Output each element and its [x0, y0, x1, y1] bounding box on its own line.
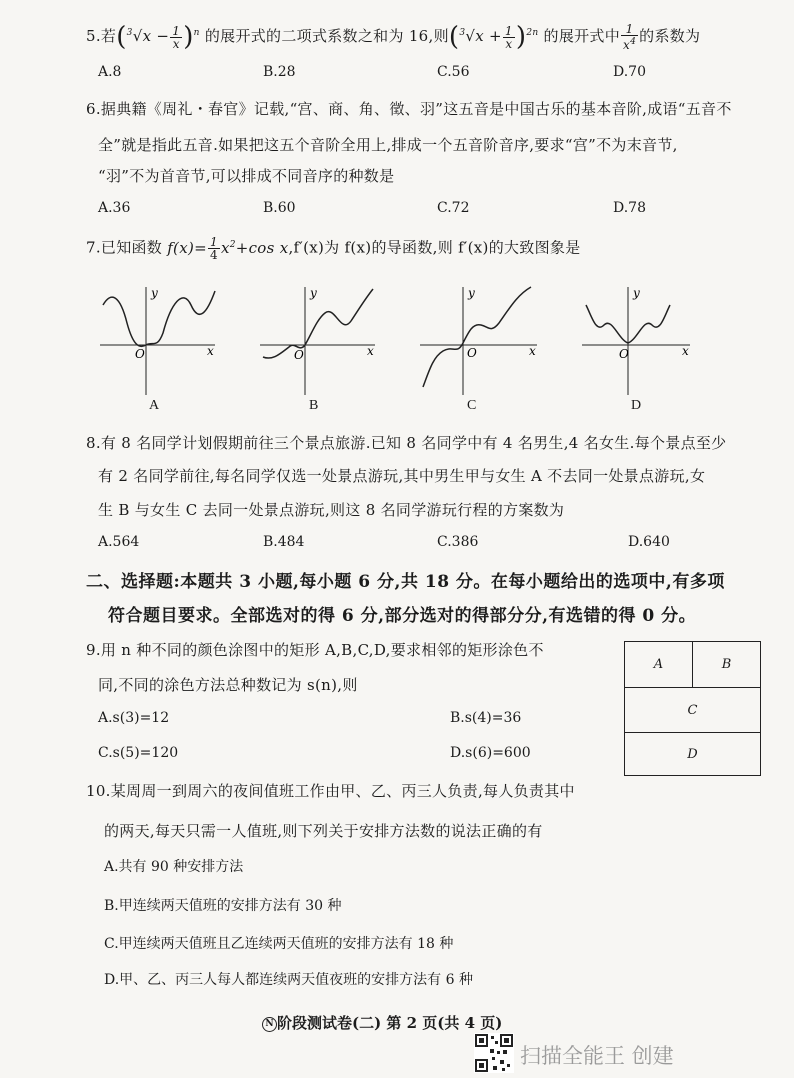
- q10-option-c: C.甲连续两天值班且乙连续两天值班的安排方法有 18 种: [104, 936, 454, 952]
- q7-graph-b: [255, 283, 380, 398]
- q6-option-a: A.36: [98, 200, 131, 216]
- q6-line-2: 全”就是指此五音.如果把这五个音阶全用上,排成一个五音阶音序,要求“宫”不为末音节,: [98, 136, 678, 154]
- q8-option-a: A.564: [98, 534, 140, 550]
- q9-option-b: B.s(4)=36: [450, 710, 522, 726]
- q9-option-d: D.s(6)=600: [450, 745, 531, 761]
- q8-line-3: 生 B 与女生 C 去同一处景点游玩,则这 8 名同学游玩行程的方案数为: [98, 501, 565, 519]
- q7-graph-b-x: x: [367, 344, 374, 358]
- q9-rect-a: A: [625, 642, 693, 688]
- q5-option-c: C.56: [437, 64, 470, 80]
- q5-tail: 的系数为: [639, 27, 701, 45]
- q10-line-2: 的两天,每天只需一人值班,则下列关于安排方法数的说法正确的有: [104, 822, 543, 840]
- section2-line-1: 二、选择题:本题共 3 小题,每小题 6 分,共 18 分。在每小题给出的选项中,有多项: [86, 572, 725, 592]
- q7-graph-d-x: x: [682, 344, 689, 358]
- q5-post: 的展开式中: [543, 27, 621, 45]
- watermark-text: 扫描全能王 创建: [520, 1044, 674, 1068]
- q5-option-b: B.28: [263, 64, 296, 80]
- q7-label-b: B: [309, 398, 319, 413]
- q8-option-d: D.640: [628, 534, 670, 550]
- q5-term: $\frac{1}{x^4}$: [623, 22, 637, 52]
- q5-option-d: D.70: [613, 64, 646, 80]
- q8-line-2: 有 2 名同学前往,每名同学仅选一处景点游玩,其中男生甲与女生 A 不去同一处景点游玩,女: [98, 467, 706, 485]
- q6-line-1: 6.据典籍《周礼・春官》记载,“宫、商、角、徵、羽”这五音是中国古乐的基本音阶,成语“五音不: [86, 100, 732, 118]
- q5-mid: 的展开式的二项式系数之和为 16,则: [204, 27, 449, 45]
- q5-expr1: ($^3$√x − $\frac{1}{x}$ )$^n$: [116, 22, 200, 52]
- q7-label-a: A: [149, 398, 160, 413]
- q9-rect-c: C: [625, 688, 760, 733]
- q8-line-1: 8.有 8 名同学计划假期前往三个景点旅游.已知 8 名同学中有 4 名男生,4 名女生.每个景点至少: [86, 434, 727, 452]
- q7-label-d: D: [631, 398, 642, 413]
- section2-line-2: 符合题目要求。全部选对的得 6 分,部分选对的得部分分,有选错的得 0 分。: [108, 606, 697, 626]
- q6-option-b: B.60: [263, 200, 296, 216]
- q9-line-1: 9.用 n 种不同的颜色涂图中的矩形 A,B,C,D,要求相邻的矩形涂色不: [86, 641, 544, 659]
- q5-stem: [86, 22, 700, 52]
- q9-option-a: A.s(3)=12: [98, 710, 170, 726]
- q7-graph-c: [415, 283, 540, 398]
- q10-option-a: A.共有 90 种安排方法: [104, 859, 244, 875]
- q7-stem: [86, 236, 581, 261]
- q9-rectangle-figure: [624, 641, 761, 776]
- q7-graph-b-origin: O: [294, 348, 304, 362]
- q5-option-a: A.8: [98, 64, 122, 80]
- q7-graph-c-x: x: [529, 344, 536, 358]
- q6-option-c: C.72: [437, 200, 470, 216]
- q9-rect-b: B: [693, 642, 760, 688]
- q7-graph-c-origin: O: [467, 346, 477, 360]
- q7-pre: 7.已知函数: [86, 238, 163, 257]
- q7-graph-a-origin: O: [135, 347, 145, 361]
- q7-mid: ,f′(x)为 f(x)的导函数,则 f′(x)的大致图象是: [288, 238, 581, 257]
- q7-function: f(x)= $\frac{1}{4}$ $x^2+\cos$ x: [167, 235, 289, 262]
- q10-line-1: 10.某周周一到周六的夜间值班工作由甲、乙、丙三人负责,每人负责其中: [86, 782, 575, 800]
- qr-code-icon: [474, 1033, 514, 1073]
- q8-option-c: C.386: [437, 534, 479, 550]
- q6-line-3: “羽”不为首音节,可以排成不同音序的种数是: [98, 167, 395, 185]
- q9-line-2: 同,不同的涂色方法总种数记为 s(n),则: [98, 676, 358, 694]
- q5-pre: 5.若: [86, 27, 117, 45]
- q9-rect-d: D: [687, 746, 698, 762]
- q7-label-c: C: [467, 398, 477, 413]
- footer-badge: N: [262, 1017, 277, 1032]
- q8-option-b: B.484: [263, 534, 305, 550]
- q7-graph-a-y: y: [151, 286, 158, 300]
- page-footer: [262, 1012, 502, 1033]
- q6-option-d: D.78: [613, 200, 646, 216]
- q5-expr2: ($^3$√x + $\frac{1}{x}$ )$^{2n}$: [448, 22, 539, 52]
- q7-graph-d: [578, 283, 693, 398]
- q10-option-d: D.甲、乙、丙三人每人都连续两天值夜班的安排方法有 6 种: [104, 972, 473, 988]
- q7-graph-d-y: y: [633, 286, 640, 300]
- q7-graph-c-y: y: [468, 286, 475, 300]
- q7-graph-a: [95, 283, 220, 398]
- q10-option-b: B.甲连续两天值班的安排方法有 30 种: [104, 898, 342, 914]
- q7-graph-d-origin: O: [619, 347, 629, 361]
- q7-graph-b-y: y: [310, 286, 317, 300]
- q9-option-c: C.s(5)=120: [98, 745, 179, 761]
- footer-text: 阶段测试卷(二) 第 2 页(共 4 页): [277, 1014, 503, 1032]
- q7-graph-a-x: x: [207, 344, 214, 358]
